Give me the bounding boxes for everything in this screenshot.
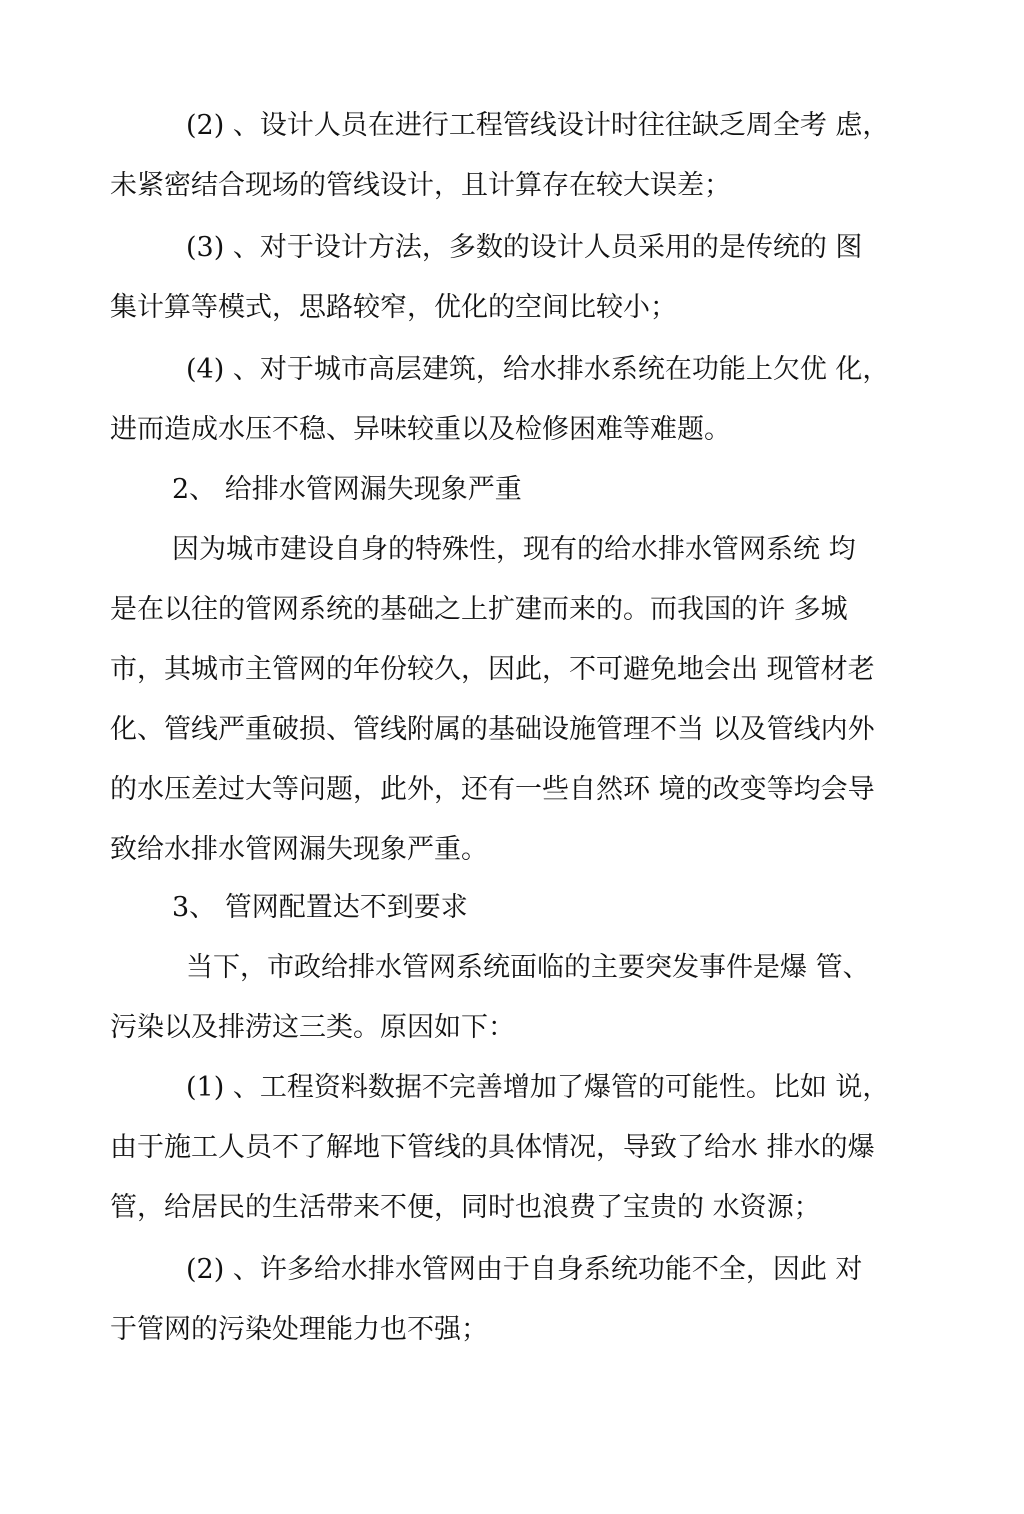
- text-line: 未紧密结合现场的管线设计，且计算存在较大误差；: [110, 170, 731, 201]
- text-line: 因为城市建设自身的特殊性，现有的给水排水管网系统 均: [172, 534, 856, 565]
- text-line: 当下，市政给排水管网系统面临的主要突发事件是爆 管、: [186, 952, 870, 983]
- text-line: 进而造成水压不稳、异味较重以及检修困难等难题。: [110, 414, 731, 445]
- text-line: (4) 、对于城市高层建筑，给水排水系统在功能上欠优 化，: [186, 354, 890, 385]
- section-heading: 2、 给排水管网漏失现象严重: [172, 474, 522, 505]
- text-line: 集计算等模式，思路较窄，优化的空间比较小；: [110, 292, 677, 323]
- text-line: 由于施工人员不了解地下管线的具体情况，导致了给水 排水的爆: [110, 1132, 875, 1163]
- text-line: 于管网的污染处理能力也不强；: [110, 1314, 488, 1345]
- text-line: 市，其城市主管网的年份较久，因此，不可避免地会出 现管材老: [110, 654, 875, 685]
- text-line: (2) 、许多给水排水管网由于自身系统功能不全，因此 对: [186, 1254, 863, 1285]
- section-heading: 3、 管网配置达不到要求: [172, 892, 468, 923]
- text-line: (1) 、工程资料数据不完善增加了爆管的可能性。比如 说，: [186, 1072, 890, 1103]
- text-line: 污染以及排涝这三类。原因如下：: [110, 1012, 515, 1043]
- text-line: 致给水排水管网漏失现象严重。: [110, 834, 488, 865]
- text-line: 是在以往的管网系统的基础之上扩建而来的。而我国的许 多城: [110, 594, 848, 625]
- text-line: 的水压差过大等问题，此外，还有一些自然环 境的改变等均会导: [110, 774, 875, 805]
- text-line: 化、管线严重破损、管线附属的基础设施管理不当 以及管线内外: [110, 714, 875, 745]
- text-line: 管，给居民的生活带来不便，同时也浪费了宝贵的 水资源；: [110, 1192, 821, 1223]
- text-line: (3) 、对于设计方法，多数的设计人员采用的是传统的 图: [186, 232, 863, 263]
- text-line: (2) 、设计人员在进行工程管线设计时往往缺乏周全考 虑，: [186, 110, 890, 141]
